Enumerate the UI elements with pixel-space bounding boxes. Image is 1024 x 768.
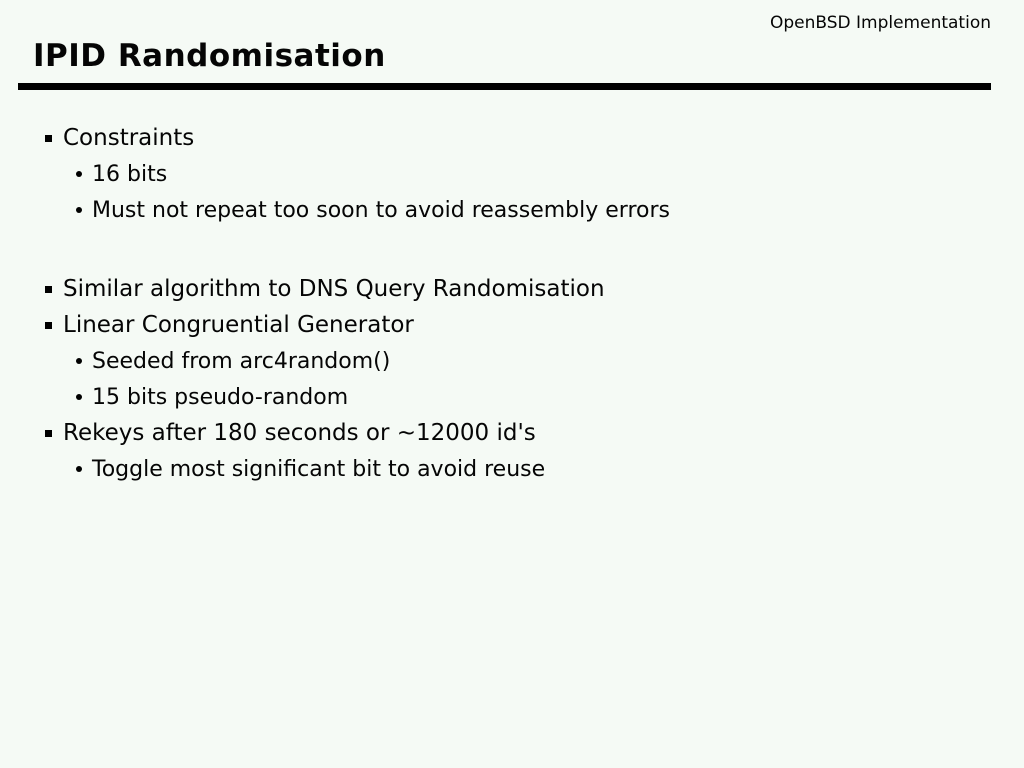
square-bullet-icon — [45, 286, 52, 293]
dot-bullet-icon — [76, 394, 82, 400]
list-item — [0, 451, 1024, 487]
page-title: IPID Randomisation — [33, 38, 386, 74]
list-item-text: Constraints — [63, 125, 195, 151]
list-item-text: 15 bits pseudo-random — [92, 384, 349, 410]
square-bullet-icon — [45, 430, 52, 437]
square-bullet-icon — [45, 322, 52, 329]
list-item-text: Must not repeat too soon to avoid reassembly errors — [92, 197, 670, 223]
list-item — [0, 192, 1024, 228]
bullet-list — [0, 120, 1024, 487]
list-item — [0, 307, 1024, 343]
list-item-text: Seeded from arc4random() — [92, 348, 391, 374]
list-item — [0, 415, 1024, 451]
dot-bullet-icon — [76, 358, 82, 364]
list-item-text: Toggle most significant bit to avoid reuse — [92, 456, 546, 482]
list-item-text: 16 bits — [92, 161, 168, 187]
title-underline-rule — [18, 83, 991, 90]
list-item — [0, 343, 1024, 379]
dot-bullet-icon — [76, 171, 82, 177]
paragraph-gap — [0, 228, 1024, 271]
list-item — [0, 156, 1024, 192]
square-bullet-icon — [45, 135, 52, 142]
dot-bullet-icon — [76, 207, 82, 213]
dot-bullet-icon — [76, 466, 82, 472]
list-item-text: Rekeys after 180 seconds or ~12000 id's — [63, 420, 536, 446]
list-item-text: Linear Congruential Generator — [63, 312, 414, 338]
list-item — [0, 120, 1024, 156]
list-item-text: Similar algorithm to DNS Query Randomisation — [63, 276, 605, 302]
list-item — [0, 379, 1024, 415]
list-item — [0, 271, 1024, 307]
header-right-label: OpenBSD Implementation — [769, 13, 991, 33]
